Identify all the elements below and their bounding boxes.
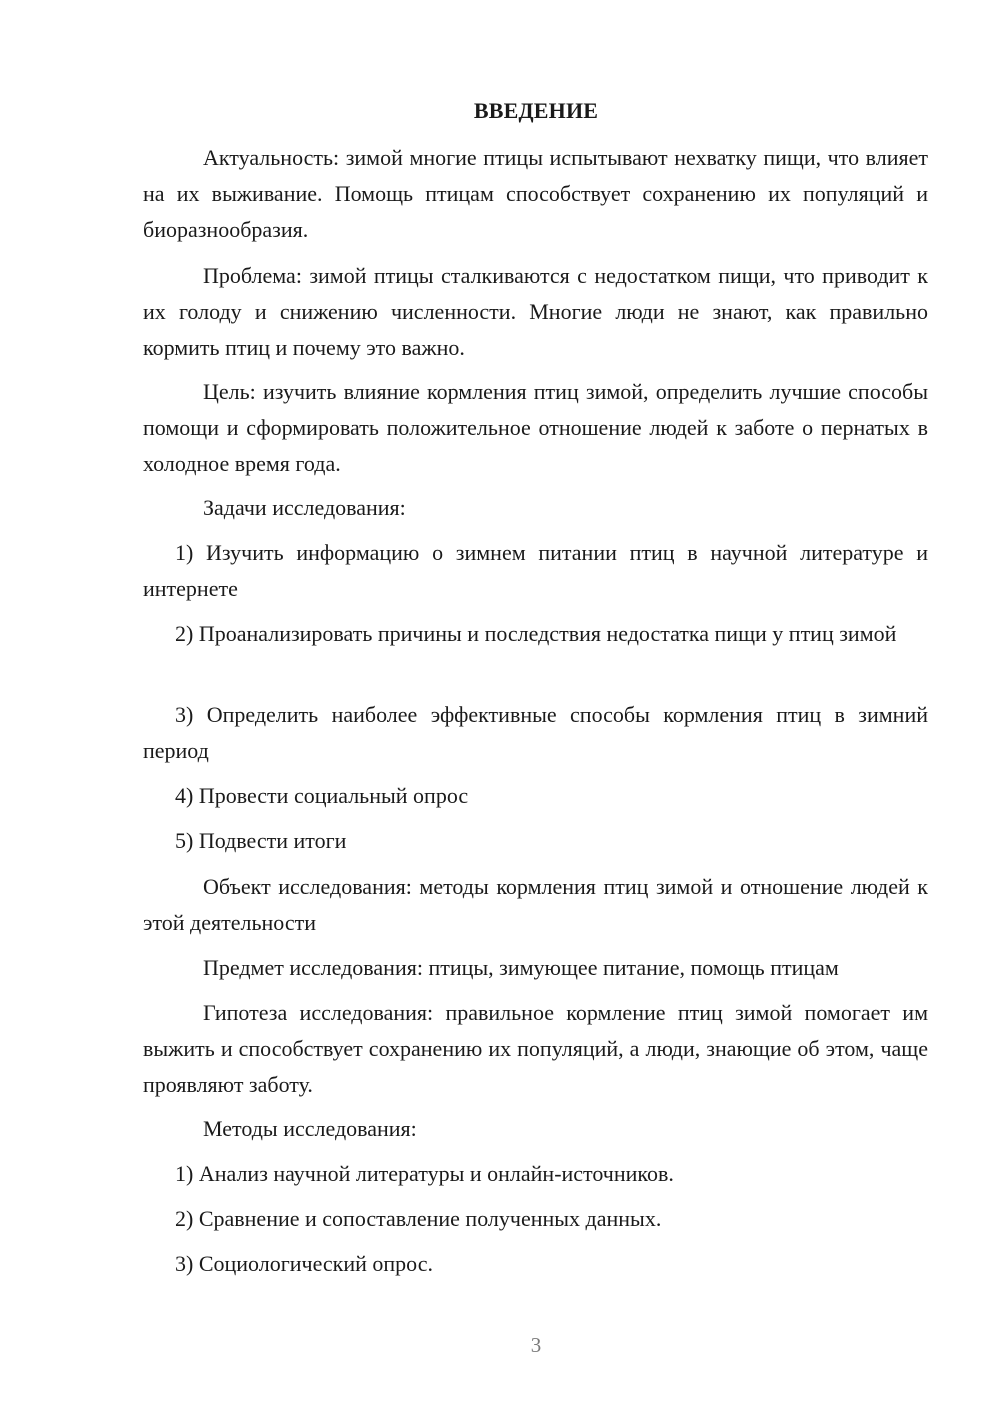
object-paragraph: Объект исследования: методы кормления птиц зимой и отношение людей к этой деятельности — [143, 874, 928, 935]
task-item-4: 4) Провести социальный опрос — [175, 783, 469, 808]
method-item-3: 3) Социологический опрос. — [175, 1251, 433, 1276]
goal-paragraph: Цель: изучить влияние кормления птиц зимой, определить лучшие способы помощи и сформировать положительное отношение людей к заботе о пернатых в холодное время года. — [143, 379, 928, 476]
subject-paragraph: Предмет исследования: птицы, зимующее питание, помощь птицам — [203, 955, 839, 980]
task-item-1: 1) Изучить информацию о зимнем питании птиц в научной литературе и интернете — [143, 540, 928, 601]
task-item-3: 3) Определить наиболее эффективные способы кормления птиц в зимний период — [143, 702, 928, 763]
page-number: 3 — [530, 1333, 542, 1357]
methods-heading: Методы исследования: — [203, 1116, 417, 1141]
task-item-2: 2) Проанализировать причины и последствия недостатка пищи у птиц зимой — [175, 621, 897, 646]
page-title: ВВЕДЕНИЕ — [473, 98, 599, 123]
task-item-5: 5) Подвести итоги — [175, 828, 347, 853]
relevance-paragraph: Актуальность: зимой многие птицы испытывают нехватку пищи, что влияет на их выживание. Помощь птицам способствует сохранению их популяций и биоразнообразия. — [143, 145, 928, 242]
method-item-2: 2) Сравнение и сопоставление полученных данных. — [175, 1206, 662, 1231]
method-item-1: 1) Анализ научной литературы и онлайн-источников. — [175, 1161, 674, 1186]
problem-paragraph: Проблема: зимой птицы сталкиваются с недостатком пищи, что приводит к их голоду и снижению численности. Многие люди не знают, как правильно кормить птиц и почему это важно. — [143, 263, 928, 360]
tasks-heading: Задачи исследования: — [203, 495, 406, 520]
hypothesis-paragraph: Гипотеза исследования: правильное кормление птиц зимой помогает им выжить и способствует сохранению их популяций, а люди, знающие об этом, чаще проявляют заботу. — [143, 1000, 928, 1097]
